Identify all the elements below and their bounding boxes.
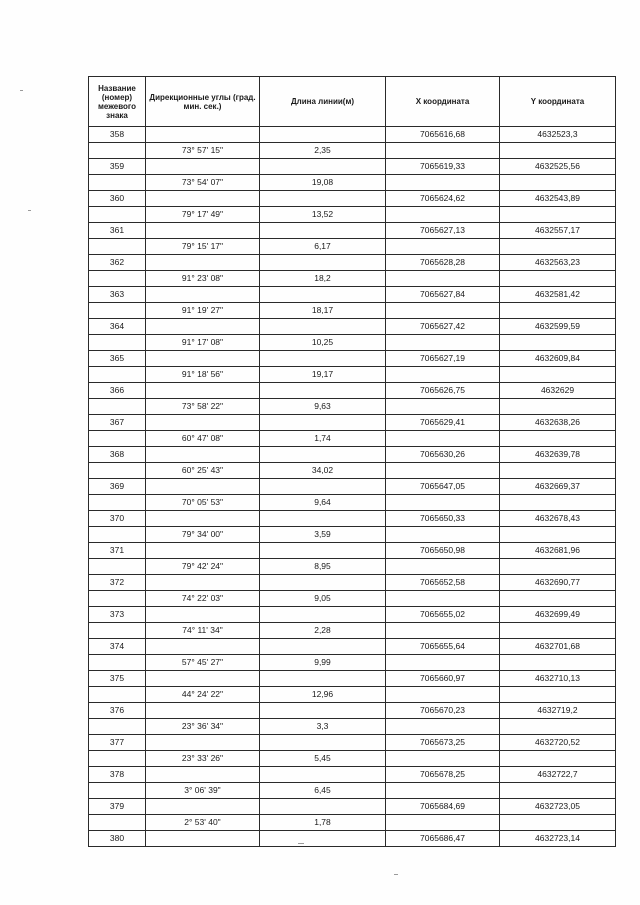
cell-y: 4632581,42 (500, 287, 616, 303)
cell-x: 7065647,05 (386, 479, 500, 495)
table-row (89, 719, 616, 735)
cell-y: 4632638,26 (500, 415, 616, 431)
scan-mark (20, 90, 23, 91)
cell-x (386, 591, 500, 607)
cell-y: 4632669,37 (500, 479, 616, 495)
table-row (89, 687, 616, 703)
cell-y (500, 687, 616, 703)
cell-name: 363 (89, 287, 146, 303)
cell-length (260, 767, 386, 783)
cell-name (89, 591, 146, 607)
cell-x (386, 495, 500, 511)
cell-angle (146, 799, 260, 815)
cell-angle (146, 223, 260, 239)
table-row (89, 431, 616, 447)
cell-length (260, 255, 386, 271)
cell-y (500, 783, 616, 799)
cell-length: 5,45 (260, 751, 386, 767)
cell-length: 9,64 (260, 495, 386, 511)
cell-name: 359 (89, 159, 146, 175)
cell-angle: 44° 24' 22" (146, 687, 260, 703)
header-name: Название (номер) межевого знака (89, 77, 146, 127)
cell-x (386, 687, 500, 703)
cell-length: 3,59 (260, 527, 386, 543)
table-row (89, 751, 616, 767)
cell-y (500, 207, 616, 223)
cell-x: 7065627,19 (386, 351, 500, 367)
cell-angle (146, 511, 260, 527)
cell-y: 4632543,89 (500, 191, 616, 207)
cell-length: 3,3 (260, 719, 386, 735)
cell-y (500, 431, 616, 447)
cell-x (386, 335, 500, 351)
cell-name: 376 (89, 703, 146, 719)
cell-length (260, 639, 386, 655)
cell-y (500, 239, 616, 255)
cell-angle (146, 607, 260, 623)
cell-y (500, 751, 616, 767)
cell-length (260, 127, 386, 143)
cell-length (260, 543, 386, 559)
cell-y: 4632563,23 (500, 255, 616, 271)
cell-angle: 91° 18' 56" (146, 367, 260, 383)
cell-y: 4632690,77 (500, 575, 616, 591)
table-row (89, 639, 616, 655)
cell-x: 7065616,68 (386, 127, 500, 143)
cell-length (260, 191, 386, 207)
cell-y (500, 463, 616, 479)
cell-name: 379 (89, 799, 146, 815)
cell-length: 12,96 (260, 687, 386, 703)
table-header (89, 77, 616, 127)
cell-y (500, 559, 616, 575)
cell-name (89, 271, 146, 287)
cell-length: 9,63 (260, 399, 386, 415)
cell-name: 361 (89, 223, 146, 239)
cell-name (89, 463, 146, 479)
table-body (89, 127, 616, 847)
cell-x (386, 367, 500, 383)
cell-name (89, 687, 146, 703)
cell-angle: 73° 58' 22" (146, 399, 260, 415)
cell-length (260, 479, 386, 495)
cell-x (386, 431, 500, 447)
cell-name: 360 (89, 191, 146, 207)
cell-angle (146, 735, 260, 751)
cell-y: 4632701,68 (500, 639, 616, 655)
cell-y: 4632681,96 (500, 543, 616, 559)
cell-name (89, 367, 146, 383)
table-row (89, 559, 616, 575)
cell-y: 4632720,52 (500, 735, 616, 751)
table-row (89, 511, 616, 527)
cell-name: 369 (89, 479, 146, 495)
cell-length: 8,95 (260, 559, 386, 575)
cell-angle (146, 191, 260, 207)
cell-y: 4632710,13 (500, 671, 616, 687)
cell-name (89, 783, 146, 799)
cell-x (386, 303, 500, 319)
cell-y: 4632678,43 (500, 511, 616, 527)
cell-length: 19,17 (260, 367, 386, 383)
cell-angle (146, 415, 260, 431)
cell-name: 366 (89, 383, 146, 399)
cell-name (89, 655, 146, 671)
table-row (89, 255, 616, 271)
cell-name (89, 335, 146, 351)
table-row (89, 207, 616, 223)
cell-name (89, 495, 146, 511)
header-row (89, 77, 616, 127)
cell-y (500, 655, 616, 671)
cell-angle: 91° 23' 08" (146, 271, 260, 287)
cell-angle (146, 639, 260, 655)
cell-angle: 73° 57' 15" (146, 143, 260, 159)
cell-angle (146, 127, 260, 143)
cell-angle (146, 575, 260, 591)
cell-name (89, 431, 146, 447)
cell-y (500, 399, 616, 415)
cell-angle (146, 159, 260, 175)
cell-name (89, 399, 146, 415)
cell-name (89, 143, 146, 159)
cell-name (89, 527, 146, 543)
cell-name: 380 (89, 831, 146, 847)
cell-angle (146, 383, 260, 399)
cell-angle: 74° 22' 03" (146, 591, 260, 607)
table-row (89, 735, 616, 751)
cell-length: 9,05 (260, 591, 386, 607)
cell-length (260, 735, 386, 751)
table-row (89, 191, 616, 207)
cell-length (260, 447, 386, 463)
cell-name: 378 (89, 767, 146, 783)
cell-x (386, 399, 500, 415)
cell-length (260, 607, 386, 623)
table-row (89, 623, 616, 639)
cell-name: 372 (89, 575, 146, 591)
table-row (89, 607, 616, 623)
cell-length (260, 671, 386, 687)
cell-angle (146, 351, 260, 367)
cell-name (89, 175, 146, 191)
cell-angle: 91° 19' 27" (146, 303, 260, 319)
table-row (89, 367, 616, 383)
table-row (89, 655, 616, 671)
cell-x (386, 463, 500, 479)
table-row (89, 175, 616, 191)
table-row (89, 415, 616, 431)
cell-name: 367 (89, 415, 146, 431)
cell-name: 362 (89, 255, 146, 271)
coordinates-table (88, 76, 616, 847)
cell-x: 7065624,62 (386, 191, 500, 207)
cell-y: 4632723,05 (500, 799, 616, 815)
cell-y: 4632639,78 (500, 447, 616, 463)
table-row (89, 479, 616, 495)
cell-name: 368 (89, 447, 146, 463)
cell-length (260, 351, 386, 367)
table-row (89, 591, 616, 607)
cell-y (500, 175, 616, 191)
cell-x: 7065670,23 (386, 703, 500, 719)
cell-name (89, 815, 146, 831)
cell-length: 9,99 (260, 655, 386, 671)
cell-length: 6,17 (260, 239, 386, 255)
cell-angle (146, 671, 260, 687)
cell-length (260, 415, 386, 431)
cell-x: 7065686,47 (386, 831, 500, 847)
cell-x: 7065629,41 (386, 415, 500, 431)
cell-x: 7065678,25 (386, 767, 500, 783)
cell-angle: 60° 25' 43" (146, 463, 260, 479)
cell-length (260, 223, 386, 239)
table-row (89, 495, 616, 511)
cell-y: 4632557,17 (500, 223, 616, 239)
table-row (89, 127, 616, 143)
cell-y (500, 335, 616, 351)
cell-length: 6,45 (260, 783, 386, 799)
cell-y: 4632599,59 (500, 319, 616, 335)
table-row (89, 159, 616, 175)
cell-angle (146, 767, 260, 783)
cell-x: 7065655,64 (386, 639, 500, 655)
table-row (89, 671, 616, 687)
cell-name: 375 (89, 671, 146, 687)
cell-name: 358 (89, 127, 146, 143)
cell-y: 4632722,7 (500, 767, 616, 783)
scan-mark (298, 843, 304, 844)
cell-y (500, 591, 616, 607)
cell-angle: 73° 54' 07" (146, 175, 260, 191)
cell-length (260, 287, 386, 303)
cell-length (260, 511, 386, 527)
table-row (89, 271, 616, 287)
cell-x: 7065627,13 (386, 223, 500, 239)
cell-length: 2,35 (260, 143, 386, 159)
cell-name: 370 (89, 511, 146, 527)
scan-mark (394, 874, 398, 875)
cell-name: 377 (89, 735, 146, 751)
cell-name: 364 (89, 319, 146, 335)
table-row (89, 815, 616, 831)
cell-y: 4632723,14 (500, 831, 616, 847)
cell-name (89, 719, 146, 735)
cell-y: 4632629 (500, 383, 616, 399)
cell-x: 7065650,33 (386, 511, 500, 527)
cell-length (260, 575, 386, 591)
table-row (89, 783, 616, 799)
cell-y: 4632719,2 (500, 703, 616, 719)
table-row (89, 703, 616, 719)
cell-x: 7065660,97 (386, 671, 500, 687)
cell-length: 1,74 (260, 431, 386, 447)
cell-y: 4632609,84 (500, 351, 616, 367)
cell-length: 13,52 (260, 207, 386, 223)
table-row (89, 447, 616, 463)
cell-y (500, 303, 616, 319)
table-row (89, 399, 616, 415)
cell-x (386, 815, 500, 831)
cell-angle (146, 543, 260, 559)
cell-angle (146, 831, 260, 847)
table-row (89, 239, 616, 255)
cell-name (89, 239, 146, 255)
cell-x (386, 143, 500, 159)
cell-x: 7065650,98 (386, 543, 500, 559)
cell-y (500, 719, 616, 735)
cell-angle: 3° 06' 39" (146, 783, 260, 799)
cell-angle: 79° 17' 49" (146, 207, 260, 223)
cell-x (386, 783, 500, 799)
cell-x: 7065628,28 (386, 255, 500, 271)
table-row (89, 767, 616, 783)
cell-angle: 60° 47' 08" (146, 431, 260, 447)
cell-name: 374 (89, 639, 146, 655)
cell-x: 7065626,75 (386, 383, 500, 399)
cell-length: 34,02 (260, 463, 386, 479)
cell-angle: 23° 33' 26" (146, 751, 260, 767)
cell-angle: 91° 17' 08" (146, 335, 260, 351)
cell-angle (146, 447, 260, 463)
cell-x (386, 719, 500, 735)
cell-length (260, 319, 386, 335)
cell-name (89, 623, 146, 639)
cell-x (386, 239, 500, 255)
table-row (89, 319, 616, 335)
cell-name: 371 (89, 543, 146, 559)
cell-x: 7065652,58 (386, 575, 500, 591)
cell-y (500, 143, 616, 159)
cell-x: 7065619,33 (386, 159, 500, 175)
cell-angle (146, 319, 260, 335)
cell-length (260, 799, 386, 815)
cell-y (500, 367, 616, 383)
cell-name (89, 303, 146, 319)
cell-y (500, 495, 616, 511)
cell-x (386, 751, 500, 767)
cell-x (386, 527, 500, 543)
table-row (89, 383, 616, 399)
cell-x: 7065684,69 (386, 799, 500, 815)
cell-x: 7065630,26 (386, 447, 500, 463)
cell-y (500, 623, 616, 639)
cell-y (500, 271, 616, 287)
table-row (89, 287, 616, 303)
cell-x (386, 559, 500, 575)
cell-y (500, 815, 616, 831)
table-row (89, 831, 616, 847)
table-row (89, 351, 616, 367)
table-row (89, 463, 616, 479)
cell-x (386, 623, 500, 639)
table-row (89, 223, 616, 239)
cell-length (260, 703, 386, 719)
table-row (89, 143, 616, 159)
cell-angle (146, 479, 260, 495)
cell-angle: 23° 36' 34" (146, 719, 260, 735)
table-row (89, 799, 616, 815)
cell-length: 10,25 (260, 335, 386, 351)
cell-x: 7065655,02 (386, 607, 500, 623)
cell-angle (146, 255, 260, 271)
cell-angle: 2° 53' 40" (146, 815, 260, 831)
cell-x: 7065627,84 (386, 287, 500, 303)
cell-angle: 57° 45' 27" (146, 655, 260, 671)
table-row (89, 527, 616, 543)
scan-mark (28, 210, 31, 211)
cell-length: 18,17 (260, 303, 386, 319)
header-length: Длина линии(м) (260, 77, 386, 127)
cell-angle: 79° 15' 17" (146, 239, 260, 255)
header-x: X координата (386, 77, 500, 127)
cell-angle: 70° 05' 53" (146, 495, 260, 511)
cell-length: 19,08 (260, 175, 386, 191)
cell-y: 4632525,56 (500, 159, 616, 175)
cell-x (386, 655, 500, 671)
cell-angle: 79° 34' 00" (146, 527, 260, 543)
cell-x (386, 271, 500, 287)
cell-y: 4632523,3 (500, 127, 616, 143)
cell-name (89, 751, 146, 767)
cell-length (260, 383, 386, 399)
cell-length: 2,28 (260, 623, 386, 639)
cell-x (386, 207, 500, 223)
cell-name (89, 559, 146, 575)
cell-angle: 74° 11' 34" (146, 623, 260, 639)
cell-angle (146, 703, 260, 719)
cell-angle (146, 287, 260, 303)
table-row (89, 543, 616, 559)
table-row (89, 335, 616, 351)
cell-length: 18,2 (260, 271, 386, 287)
cell-length (260, 831, 386, 847)
cell-name (89, 207, 146, 223)
cell-name: 373 (89, 607, 146, 623)
cell-x: 7065673,25 (386, 735, 500, 751)
header-angle: Дирекционные углы (град. мин. сек.) (146, 77, 260, 127)
cell-angle: 79° 42' 24" (146, 559, 260, 575)
cell-length: 1,78 (260, 815, 386, 831)
table-row (89, 303, 616, 319)
cell-y: 4632699,49 (500, 607, 616, 623)
table-row (89, 575, 616, 591)
cell-length (260, 159, 386, 175)
cell-x: 7065627,42 (386, 319, 500, 335)
cell-x (386, 175, 500, 191)
cell-name: 365 (89, 351, 146, 367)
cell-y (500, 527, 616, 543)
header-y: Y координата (500, 77, 616, 127)
